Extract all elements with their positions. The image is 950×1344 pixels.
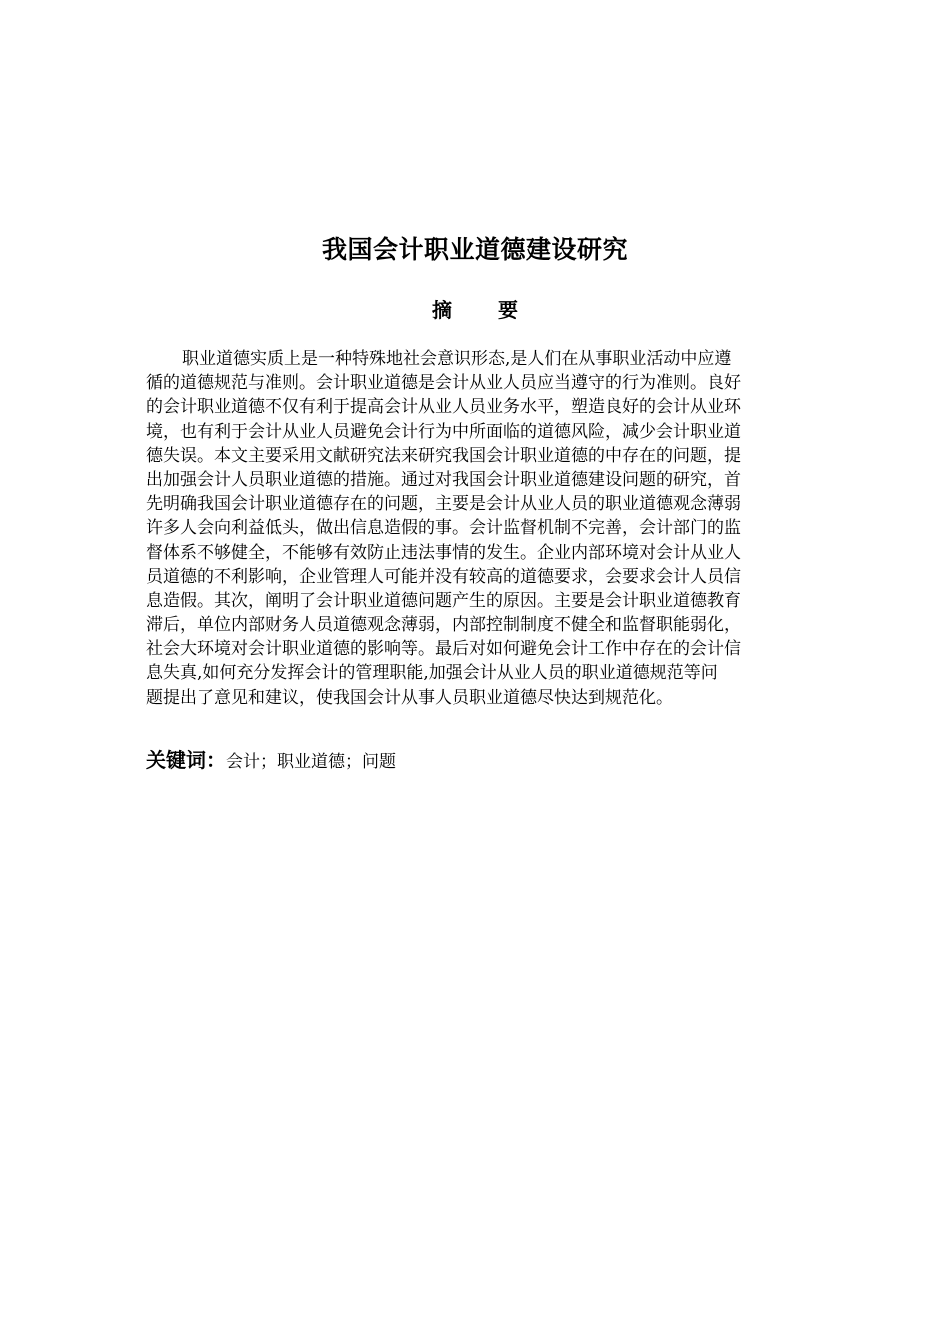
abstract-line: 先明确我国会计职业道德存在的问题，主要是会计从业人员的职业道德观念薄弱 xyxy=(146,494,741,515)
abstract-heading-char-1: 摘 xyxy=(432,298,452,322)
abstract-line: 的会计职业道德不仅有利于提高会计从业人员业务水平，塑造良好的会计从业环 xyxy=(146,397,741,418)
keywords-label: 关键词： xyxy=(146,748,226,772)
abstract-line: 息失真,如何充分发挥会计的管理职能,加强会计从业人员的职业道德规范等问 xyxy=(146,663,718,684)
abstract-line: 员道德的不利影响，企业管理人可能并没有较高的道德要求，会要求会计人员信 xyxy=(146,566,741,587)
abstract-line: 出加强会计人员职业道德的措施。通过对我国会计职业道德建设问题的研究，首 xyxy=(146,469,741,490)
abstract-line: 息造假。其次，阐明了会计职业道德问题产生的原因。主要是会计职业道德教育 xyxy=(146,590,741,611)
keywords-value: 会计；职业道德；问题 xyxy=(226,752,396,772)
document-title: 我国会计职业道德建设研究 xyxy=(321,235,628,264)
abstract-line: 循的道德规范与准则。会计职业道德是会计从业人员应当遵守的行为准则。良好 xyxy=(146,373,741,394)
abstract-line: 社会大环境对会计职业道德的影响等。最后对如何避免会计工作中存在的会计信 xyxy=(146,639,741,660)
abstract-line: 督体系不够健全，不能够有效防止违法事情的发生。企业内部环境对会计从业人 xyxy=(146,542,741,563)
abstract-line: 职业道德实质上是一种特殊地社会意识形态,是人们在从事职业活动中应遵 xyxy=(182,349,732,369)
abstract-line: 许多人会向利益低头，做出信息造假的事。会计监督机制不完善，会计部门的监 xyxy=(146,518,741,539)
abstract-line: 题提出了意见和建议，使我国会计从事人员职业道德尽快达到规范化。 xyxy=(146,687,673,708)
abstract-heading-char-2: 要 xyxy=(498,298,518,322)
abstract-heading xyxy=(0,294,950,326)
abstract-line: 德失误。本文主要采用文献研究法来研究我国会计职业道德的中存在的问题，提 xyxy=(146,445,741,466)
keywords-row xyxy=(146,745,810,777)
abstract-line: 境，也有利于会计从业人员避免会计行为中所面临的道德风险，减少会计职业道 xyxy=(146,421,741,442)
abstract-line: 滞后，单位内部财务人员道德观念薄弱，内部控制制度不健全和监督职能弱化， xyxy=(146,615,741,636)
abstract-body xyxy=(146,347,810,710)
